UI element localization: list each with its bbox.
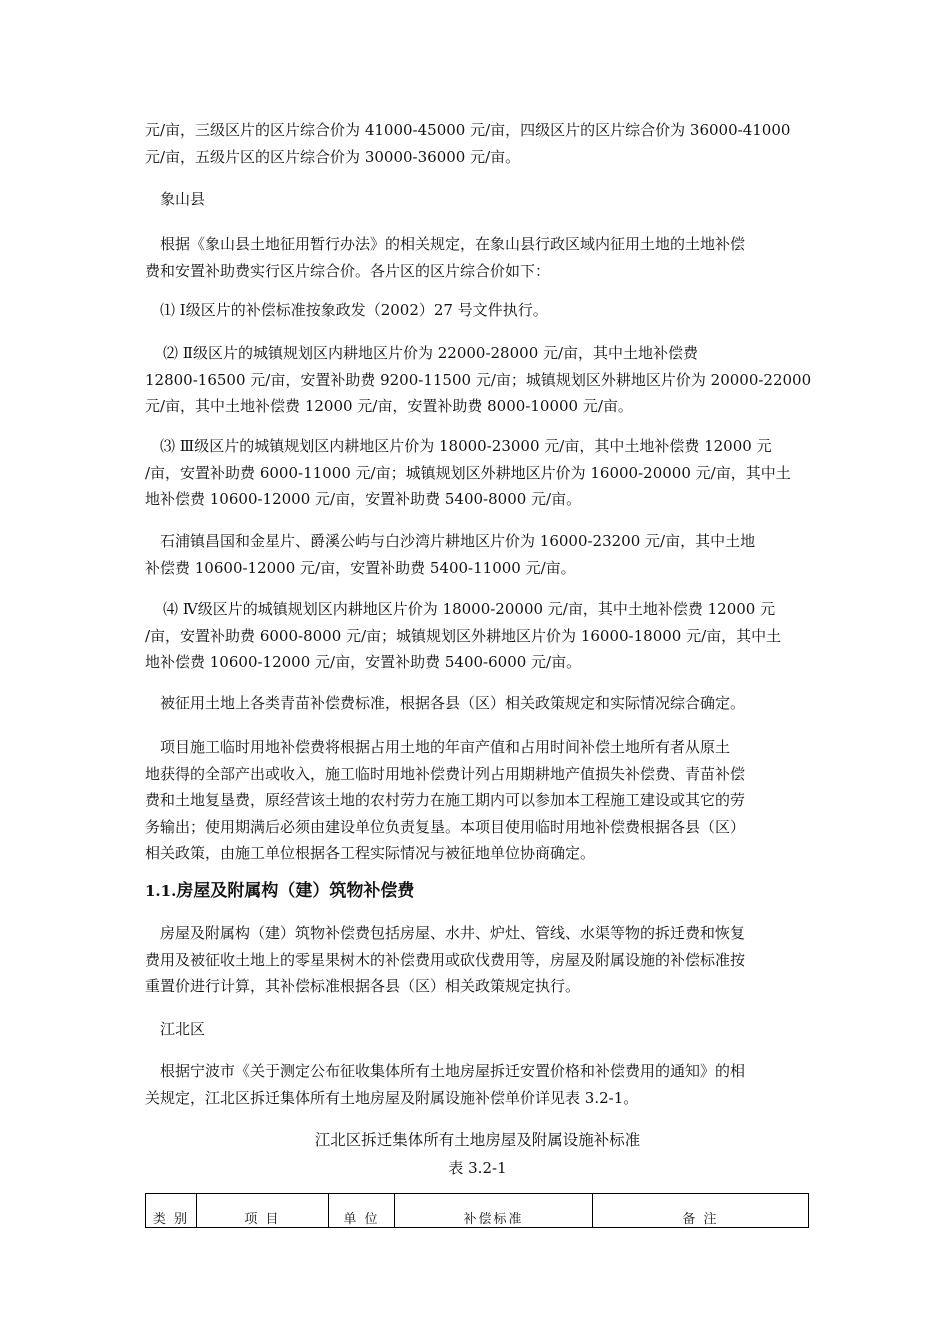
item-grade-4: [145, 596, 810, 676]
section-title: 房屋及附属构（建）筑物补偿费: [176, 881, 415, 901]
paragraph-shipu: [145, 528, 810, 581]
section-heading: [145, 876, 414, 901]
text-line: 元/亩，五级片区的区片综合价为 30000-36000 元/亩。: [145, 147, 521, 166]
text-line: 费和安置补助费实行区片综合价。各片区的区片综合价如下：: [145, 261, 551, 280]
paragraph-temporary-land: [145, 734, 810, 867]
section-number: 1.1.: [145, 882, 177, 900]
text-line: /亩，安置补助费 6000-8000 元/亩；城镇规划区外耕地区片价为 16000-18000 元/亩，其中土: [145, 626, 782, 645]
paragraph-zone-prices: [145, 117, 810, 170]
text-line: 费用及被征收土地上的零星果树木的补偿费用或砍伐费用等，房屋及附属设施的补偿标准按: [145, 950, 746, 969]
text-line: 重置价进行计算，其补偿标准根据各县（区）相关政策规定执行。: [145, 977, 581, 995]
text-line: 石浦镇昌国和金星片、爵溪公屿与白沙湾片耕地区片价为 16000-23200 元/亩，其中土地: [160, 532, 756, 550]
paragraph-ningbo-notice: [145, 1058, 810, 1111]
text-line: 元/亩，三级区片的区片综合价为 41000-45000 元/亩，四级区片的区片综合价为 36000-41000: [145, 121, 791, 139]
text-line: ⑶ Ⅲ级区片的城镇规划区内耕地区片价为 18000-23000 元/亩，其中土地补偿费 12000 元: [160, 437, 772, 455]
item-grade-1: ⑴ Ⅰ级区片的补偿标准按象政发（2002）27 号文件执行。: [160, 301, 548, 319]
paragraph-house-compensation: [145, 920, 810, 1000]
table-header-cell: 类 别: [146, 1194, 197, 1228]
text-line: 房屋及附属构（建）筑物补偿费包括房屋、水井、炉灶、管线、水渠等物的拆迁费和恢复: [160, 924, 746, 942]
text-line: 务输出；使用期满后必须由建设单位负责复垦。本项目使用临时用地补偿费根据各县（区）: [145, 817, 746, 836]
table-number: 表 3.2-1: [448, 1159, 507, 1177]
text-line: 关规定，江北区拆迁集体所有土地房屋及附属设施补偿单价详见表 3.2-1。: [145, 1088, 639, 1107]
paragraph-seedling: 被征用土地上各类青苗补偿费标准，根据各县（区）相关政策规定和实际情况综合确定。: [160, 694, 746, 712]
text-line: 项目施工临时用地补偿费将根据占用土地的年亩产值和占用时间补偿土地所有者从原土: [160, 738, 731, 756]
item-grade-2: [145, 340, 810, 420]
text-line: 元/亩，其中土地补偿费 12000 元/亩，安置补助费 8000-10000 元/亩。: [145, 397, 633, 415]
text-line: 费和土地复垦费，原经营该土地的农村劳力在施工期内可以参加本工程施工建设或其它的劳: [145, 791, 746, 809]
text-line: 地补偿费 10600-12000 元/亩，安置补助费 5400-6000 元/亩。: [145, 653, 582, 671]
text-line: 地获得的全部产出或收入，施工临时用地补偿费计列占用期耕地产值损失补偿费、青苗补偿: [145, 764, 746, 783]
table-header-cell: 备 注: [593, 1194, 809, 1228]
paragraph-xiangshan-rules: [145, 231, 810, 284]
text-line: ⑵ Ⅱ级区片的城镇规划区内耕地区片价为 22000-28000 元/亩，其中土地补偿费: [163, 344, 699, 362]
county-label-xiangshan: 象山县: [160, 190, 206, 208]
text-line: ⑷ Ⅳ级区片的城镇规划区内耕地区片价为 18000-20000 元/亩，其中土地补偿费 12000 元: [163, 600, 776, 618]
table-header-cell: 项 目: [197, 1194, 329, 1228]
text-line: /亩，安置补助费 6000-11000 元/亩；城镇规划区外耕地区片价为 16000-20000 元/亩，其中土: [145, 463, 791, 482]
text-line: 相关政策，由施工单位根据各工程实际情况与被征地单位协商确定。: [145, 844, 596, 862]
table-header-cell: 单 位: [329, 1194, 395, 1228]
table-header-row: [146, 1194, 809, 1228]
text-line: 根据宁波市《关于测定公布征收集体所有土地房屋拆迁安置价格和补偿费用的通知》的相: [160, 1062, 746, 1080]
text-line: 根据《象山县土地征用暂行办法》的相关规定，在象山县行政区域内征用土地的土地补偿: [160, 235, 746, 253]
compensation-table: [145, 1193, 809, 1228]
text-line: 12800-16500 元/亩，安置补助费 9200-11500 元/亩；城镇规划区外耕地区片价为 20000-22000: [145, 370, 812, 389]
text-line: 补偿费 10600-12000 元/亩，安置补助费 5400-11000 元/亩。: [145, 558, 576, 577]
table-title: 江北区拆迁集体所有土地房屋及附属设施补标准: [314, 1131, 641, 1149]
table-header-cell: 补偿标准: [395, 1194, 593, 1228]
item-grade-3: [145, 433, 810, 513]
text-line: 地补偿费 10600-12000 元/亩，安置补助费 5400-8000 元/亩。: [145, 490, 582, 508]
district-label-jiangbei: 江北区: [160, 1020, 206, 1038]
